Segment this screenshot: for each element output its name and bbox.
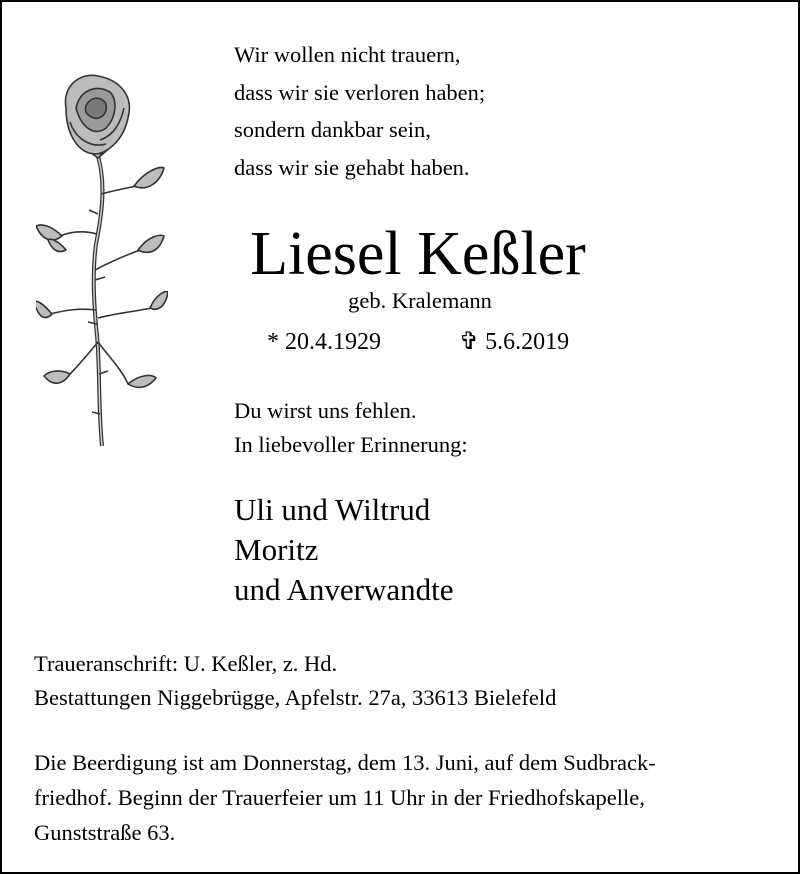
funeral-line: friedhof. Beginn der Trauerfeier um 11 Uhr in der Friedhofskapelle,	[34, 785, 645, 810]
mourner-line: und Anverwandte	[234, 572, 454, 607]
poem-line: Wir wollen nicht trauern,	[234, 42, 461, 67]
farewell-message	[234, 394, 468, 462]
maiden-name: geb. Kralemann	[348, 288, 492, 313]
address-line: Traueranschrift: U. Keßler, z. Hd.	[34, 651, 338, 676]
mourner-line: Moritz	[234, 532, 319, 567]
birth-date: * 20.4.1929	[267, 329, 381, 355]
death-date: ✞ 5.6.2019	[459, 329, 570, 355]
poem-line: dass wir sie gehabt haben.	[234, 154, 470, 180]
funeral-details	[34, 745, 656, 850]
farewell-line: In liebevoller Erinnerung:	[234, 432, 468, 457]
memorial-poem	[234, 36, 485, 186]
mourning-address	[34, 647, 556, 715]
farewell-line: Du wirst uns fehlen.	[234, 398, 417, 423]
poem-line: dass wir sie verloren haben;	[234, 79, 486, 105]
funeral-line: Gunststraße 63.	[34, 820, 176, 845]
address-line: Bestattungen Niggebrügge, Apfelstr. 27a, 33613 Bielefeld	[34, 685, 557, 710]
funeral-line: Die Beerdigung ist am Donnerstag, dem 13. Juni, auf dem Sudbrack-	[34, 750, 656, 775]
deceased-name: Liesel Keßler	[250, 220, 586, 288]
mourner-line: Uli und Wiltrud	[234, 492, 431, 527]
mourners-list	[234, 490, 454, 610]
poem-line: sondern dankbar sein,	[234, 117, 431, 142]
